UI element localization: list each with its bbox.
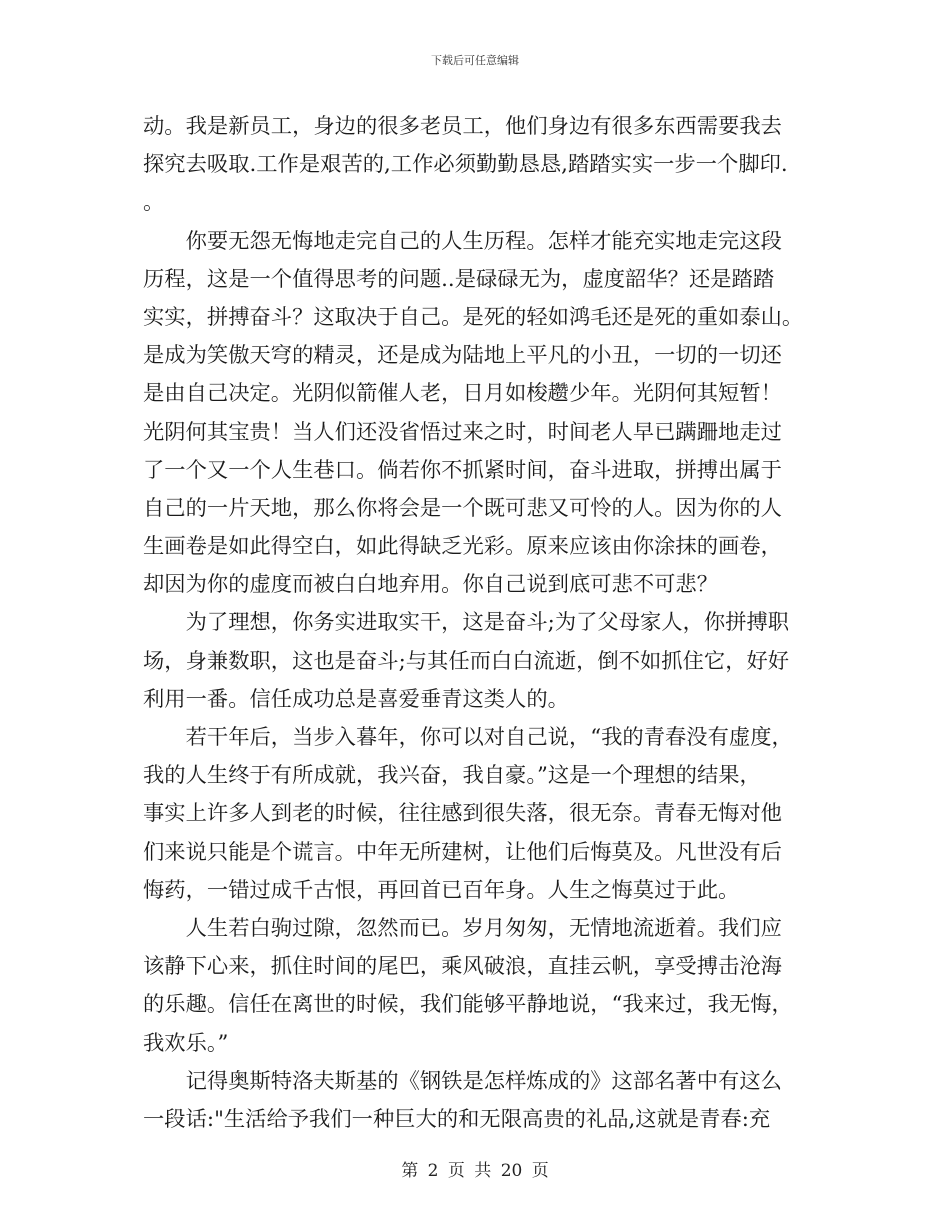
text-line: 是由自己决定。光阴似箭催人老，日月如梭趱少年。光阴何其短暂！	[143, 381, 782, 407]
text-line: 是成为笑傲天穹的精灵，还是成为陆地上平凡的小丑，一切的一切还	[143, 343, 782, 369]
text-line: 若干年后，当步入暮年，你可以对自己说，“我的青春没有虚度，	[143, 725, 793, 750]
text-line: 我欢乐。”	[143, 1030, 229, 1056]
page-header: 下载后可任意编辑	[431, 54, 519, 67]
text-line: 你要无怨无悔地走完自己的人生历程。怎样才能充实地走完这段	[143, 228, 782, 254]
page-footer: 第 2 页 共 20 页	[401, 1161, 549, 1181]
text-line: 利用一番。信任成功总是喜爱垂青这类人的。	[143, 686, 569, 712]
text-line: 探究去吸取.工作是艰苦的,工作必须勤勤恳恳,踏踏实实一步一个脚印.	[143, 152, 788, 178]
text-line: 实实，拼搏奋斗？这取决于自己。是死的轻如鸿毛还是死的重如泰山。	[143, 304, 804, 330]
text-line: 动。我是新员工，身边的很多老员工，他们身边有很多东西需要我去	[143, 114, 782, 139]
text-line: 光阴何其宝贵！当人们还没省悟过来之时，时间老人早已蹒跚地走过	[143, 419, 782, 445]
text-line: 我的人生终于有所成就，我兴奋，我自豪。”这是一个理想的结果，	[143, 763, 761, 789]
text-line: 一段话:"生活给予我们一种巨大的和无限高贵的礼品,这就是青春:充	[143, 1106, 771, 1132]
text-line: 的乐趣。信任在离世的时候，我们能够平静地说，“我来过，我无悔，	[143, 992, 793, 1018]
text-line: 事实上许多人到老的时候，往往感到很失落，很无奈。青春无悔对他	[143, 801, 782, 827]
text-line: 场，身兼数职，这也是奋斗;与其任而白白流逝，倒不如抓住它，好好	[143, 648, 790, 674]
text-line: 却因为你的虚度而被白白地弃用。你自己说到底可悲不可悲？	[143, 572, 719, 598]
text-line: 悔药，一错过成千古恨，再回首已百年身。人生之悔莫过于此。	[143, 877, 740, 903]
text-line: 记得奥斯特洛夫斯基的《钢铁是怎样炼成的》这部名著中有这么	[143, 1068, 782, 1094]
text-line: 该静下心来，抓住时间的尾巴，乘风破浪，直挂云帆，享受搏击沧海	[143, 954, 782, 980]
text-line: 人生若白驹过隙，忽然而已。岁月匆匆，无情地流逝着。我们应	[143, 915, 782, 941]
text-line: 历程，这是一个值得思考的问题..是碌碌无为，虚度韶华？还是踏踏	[143, 266, 775, 292]
text-line: 自己的一片天地，那么你将会是一个既可悲又可怜的人。因为你的人	[143, 495, 782, 521]
text-line: 。	[143, 190, 165, 216]
text-line: 了一个又一个人生巷口。倘若你不抓紧时间，奋斗进取，拼搏出属于	[143, 457, 782, 483]
document-body	[143, 108, 811, 1139]
text-line: 们来说只能是个谎言。中年无所建树，让他们后悔莫及。凡世没有后	[143, 839, 782, 865]
text-line: 为了理想，你务实进取实干，这是奋斗;为了父母家人，你拼搏职	[143, 610, 790, 636]
text-line: 生画卷是如此得空白，如此得缺乏光彩。原来应该由你涂抹的画卷，	[143, 534, 782, 560]
